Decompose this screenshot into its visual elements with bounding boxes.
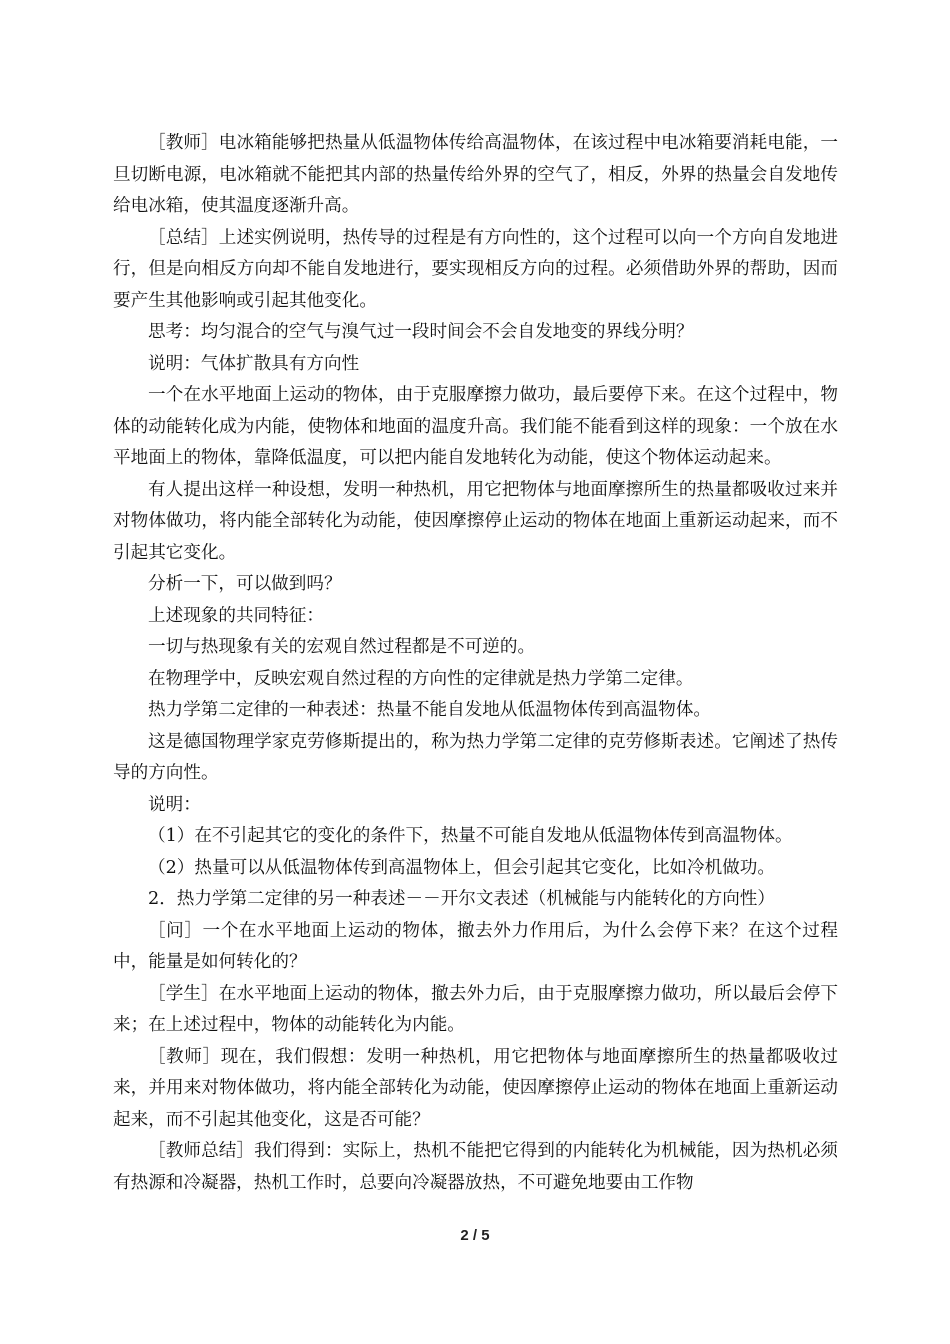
paragraph-note-1: （1）在不引起其它的变化的条件下，热量不可能自发地从低温物体传到高温物体。: [148, 826, 793, 846]
paragraph-note-label: 说明：: [148, 794, 201, 815]
paragraph-teacher-conclusion: ［教师总结］我们得到：实际上，热机不能把它得到的内能转化为机械能，因为热机必须有热源和冷凝器，热机工作时，总要向冷凝器放热，不可避免地要由工作物: [113, 1141, 838, 1193]
paragraph-think: 思考：均匀混合的空气与溴气过一段时间会不会自发地变的界线分明？: [148, 322, 694, 342]
paragraph-irreversible: 一切与热现象有关的宏观自然过程都是不可逆的。: [148, 637, 536, 657]
paragraph-question: ［问］一个在水平地面上运动的物体，撤去外力作用后，为什么会停下来？在这个过程中，能量是如何转化的？: [113, 920, 838, 972]
section-heading-kelvin: 2．热力学第二定律的另一种表述－－开尔文表述（机械能与内能转化的方向性）: [148, 889, 775, 909]
paragraph-summary: ［总结］上述实例说明，热传导的过程是有方向性的，这个过程可以向一个方向自发地进行，但是向相反方向却不能自发地进行，要实现相反方向的过程。必须借助外界的帮助，因而要产生其他影响或引起其他变化。: [113, 227, 838, 311]
paragraph-heat-engine-idea: 有人提出这样一种设想，发明一种热机，用它把物体与地面摩擦所生的热量都吸收过来并对物体做功，将内能全部转化为动能，使因摩擦停止运动的物体在地面上重新运动起来，而不引起其它变化。: [113, 479, 838, 563]
paragraph-clausius-origin: 这是德国物理学家克劳修斯提出的，称为热力学第二定律的克劳修斯表述。它阐述了热传导的方向性。: [113, 731, 838, 783]
paragraph-teacher-hypothesis: ［教师］现在，我们假想：发明一种热机，用它把物体与地面摩擦所生的热量都吸收过来，并用来对物体做功，将内能全部转化为动能，使因摩擦停止运动的物体在地面上重新运动起来，而不引起其他变化，这是否可能？: [113, 1046, 838, 1130]
paragraph-clausius-statement: 热力学第二定律的一种表述：热量不能自发地从低温物体传到高温物体。: [148, 700, 712, 720]
paragraph-teacher-fridge: ［教师］电冰箱能够把热量从低温物体传给高温物体，在该过程中电冰箱要消耗电能，一旦切断电源，电冰箱就不能把其内部的热量传给外界的空气了，相反，外界的热量会自发地传给电冰箱，使其温度逐渐升高。: [113, 133, 838, 216]
paragraph-analyze: 分析一下，可以做到吗？: [148, 574, 342, 594]
paragraph-note-2: （2）热量可以从低温物体传到高温物体上，但会引起其它变化，比如冷机做功。: [148, 857, 775, 878]
paragraph-common-feature: 上述现象的共同特征：: [148, 605, 324, 626]
paragraph-second-law: 在物理学中，反映宏观自然过程的方向性的定律就是热力学第二定律。: [148, 668, 694, 689]
page-number: 2 / 5: [460, 1227, 490, 1244]
paragraph-student: ［学生］在水平地面上运动的物体，撤去外力后，由于克服摩擦力做功，所以最后会停下来；在上述过程中，物体的动能转化为内能。: [113, 983, 838, 1035]
paragraph-note-diffusion: 说明：气体扩散具有方向性: [148, 353, 360, 374]
body-text: [113, 128, 838, 1199]
paragraph-friction-example: 一个在水平地面上运动的物体，由于克服摩擦力做功，最后要停下来。在这个过程中，物体的动能转化成为内能，使物体和地面的温度升高。我们能不能看到这样的现象：一个放在水平地面上的物体，靠降低温度，可以把内能自发地转化为动能，使这个物体运动起来。: [113, 385, 838, 468]
